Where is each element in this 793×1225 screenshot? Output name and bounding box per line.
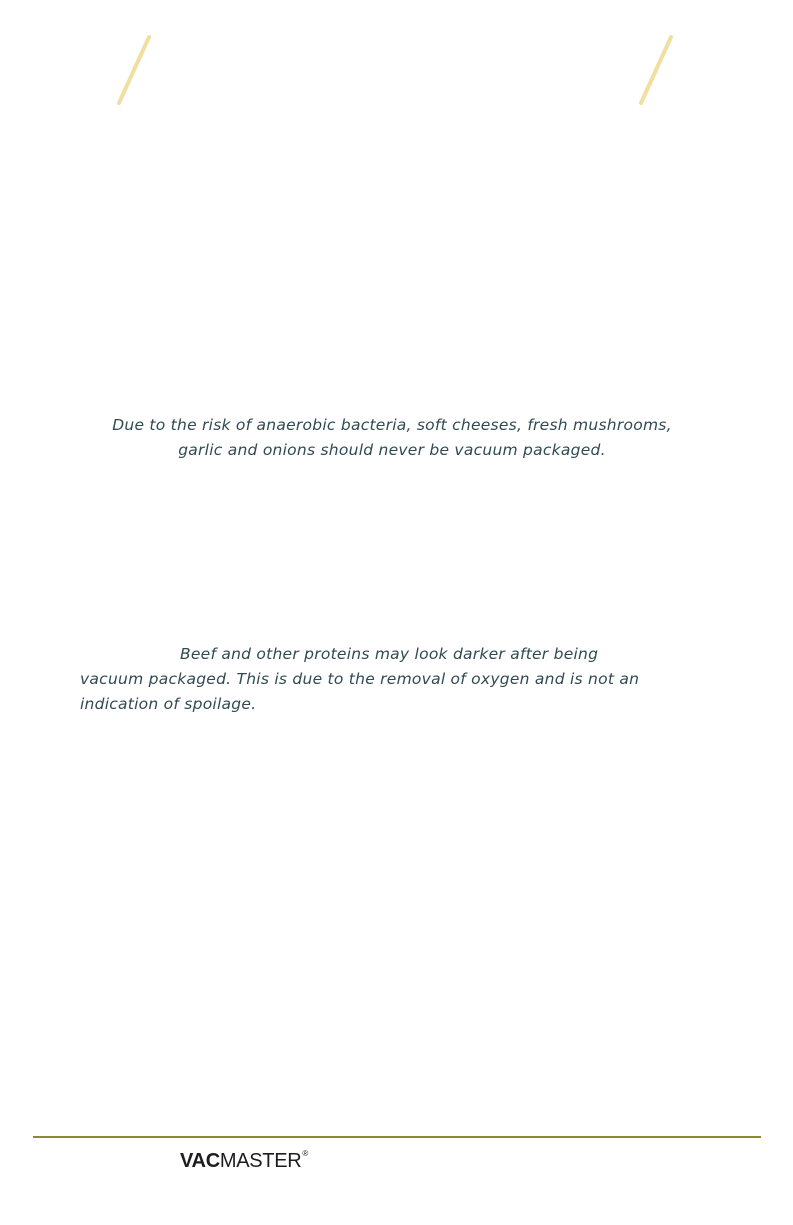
logo-registered-mark: ®: [302, 1149, 308, 1158]
decorative-slash-right-icon: [636, 34, 676, 106]
logo-vac-text: VAC: [180, 1150, 220, 1172]
footer-divider: [33, 1136, 761, 1138]
decorative-slash-left-icon: [114, 34, 154, 106]
anaerobic-bacteria-note: Due to the risk of anaerobic bacteria, soft cheeses, fresh mushrooms, garlic and onions should never be vacuum packaged.: [112, 416, 672, 459]
protein-color-note: Beef and other proteins may look darker after being vacuum packaged. This is due to the removal of oxygen and is not an indication of spoilage.: [80, 645, 640, 713]
vacmaster-logo: [180, 1148, 308, 1174]
logo-master-text: MASTER: [219, 1150, 302, 1172]
